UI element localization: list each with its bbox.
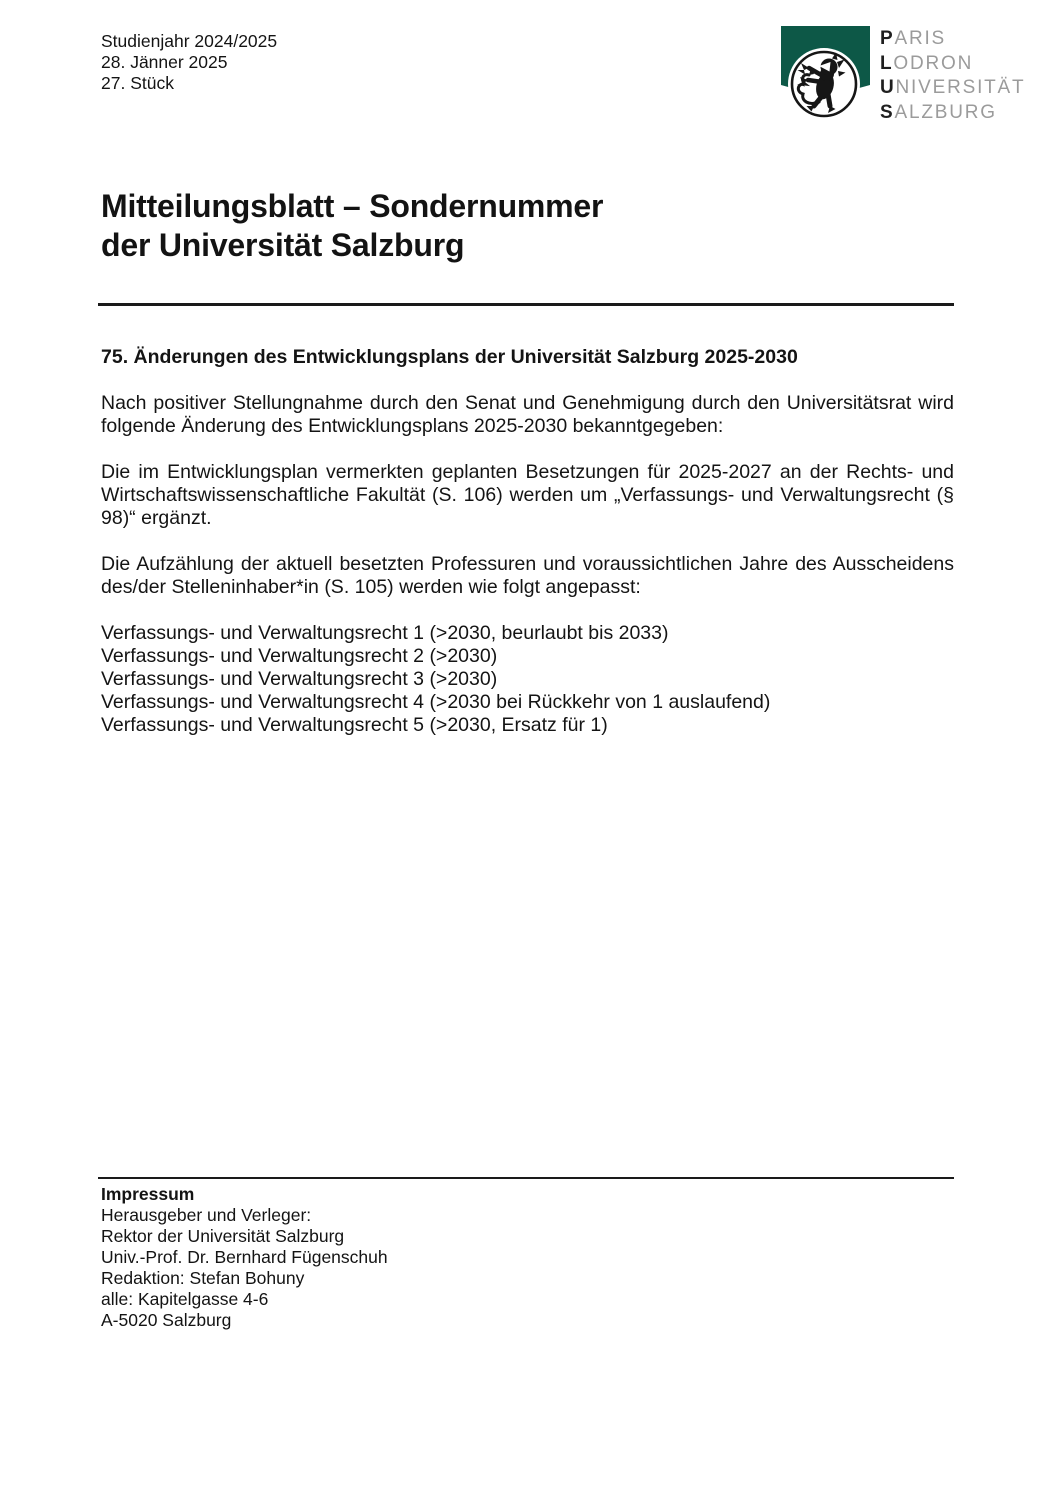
impressum-line: alle: Kapitelgasse 4-6 [101, 1289, 269, 1309]
article-paragraph-2: Die im Entwicklungsplan vermerkten geplanten Besetzungen für 2025-2027 an der Rechts- und Wirtschaftswissenschaftliche Fakultät (S. 106) werden um „Verfassungs- und Verwaltungsrecht (§ 98)“ ergänzt. [101, 461, 954, 529]
meta-studienjahr: Studienjahr 2024/2025 [101, 31, 278, 51]
logo-initial: S [880, 101, 895, 123]
meta-date: 28. Jänner 2025 [101, 52, 228, 72]
logo-rest: ARIS [894, 28, 947, 49]
meta-issue-number: 27. Stück [101, 73, 174, 93]
salzburg-lion-crest-icon [781, 26, 870, 126]
page-title-line2: der Universität Salzburg [101, 227, 465, 263]
list-item: Verfassungs- und Verwaltungsrecht 4 (>2030 bei Rückkehr von 1 auslaufend) [101, 691, 771, 713]
logo-rest: NIVERSITÄT [895, 77, 1026, 99]
impressum-line: A-5020 Salzburg [101, 1310, 232, 1330]
impressum-divider [98, 1177, 954, 1179]
article-heading: 75. Änderungen des Entwicklungsplans der Universität Salzburg 2025-2030 [101, 346, 798, 368]
impressum-line: Herausgeber und Verleger: [101, 1205, 312, 1225]
page-title-line1: Mitteilungsblatt – Sondernummer [101, 188, 604, 224]
logo-rest: ALZBURG [894, 101, 997, 123]
logo-initial: P [880, 28, 895, 49]
logo-initial: L [880, 52, 894, 74]
professorship-list [101, 622, 954, 737]
title-divider [98, 303, 954, 306]
impressum-line: Univ.-Prof. Dr. Bernhard Fügenschuh [101, 1247, 388, 1267]
logo-wordmark-line [880, 52, 1025, 77]
article-body [101, 346, 954, 737]
impressum [101, 1177, 954, 1331]
list-item: Verfassungs- und Verwaltungsrecht 3 (>2030) [101, 668, 498, 690]
article-paragraph-1: Nach positiver Stellungnahme durch den Senat und Genehmigung durch den Universitätsrat wird folgende Änderung des Entwicklungsplans 2025-2030 bekanntgegeben: [101, 392, 954, 437]
issue-meta [101, 31, 277, 94]
logo-wordmark-line [880, 27, 1025, 52]
list-item: Verfassungs- und Verwaltungsrecht 1 (>2030, beurlaubt bis 2033) [101, 622, 669, 644]
logo-initial: U [880, 77, 896, 99]
logo-wordmark-line [880, 101, 1025, 126]
impressum-line: Rektor der Universität Salzburg [101, 1226, 345, 1246]
impressum-line: Redaktion: Stefan Bohuny [101, 1268, 305, 1288]
list-item: Verfassungs- und Verwaltungsrecht 2 (>2030) [101, 645, 498, 667]
list-item: Verfassungs- und Verwaltungsrecht 5 (>2030, Ersatz für 1) [101, 714, 608, 736]
logo-wordmark-line [880, 76, 1025, 101]
article-paragraph-3: Die Aufzählung der aktuell besetzten Professuren und voraussichtlichen Jahre des Ausscheidens des/der Stelleninhaber*in (S. 105) werden wie folgt angepasst: [101, 553, 954, 598]
university-logo [781, 26, 1025, 126]
page-title [101, 187, 603, 265]
impressum-heading: Impressum [101, 1184, 195, 1204]
logo-wordmark [880, 26, 1025, 125]
logo-rest: ODRON [893, 52, 974, 74]
